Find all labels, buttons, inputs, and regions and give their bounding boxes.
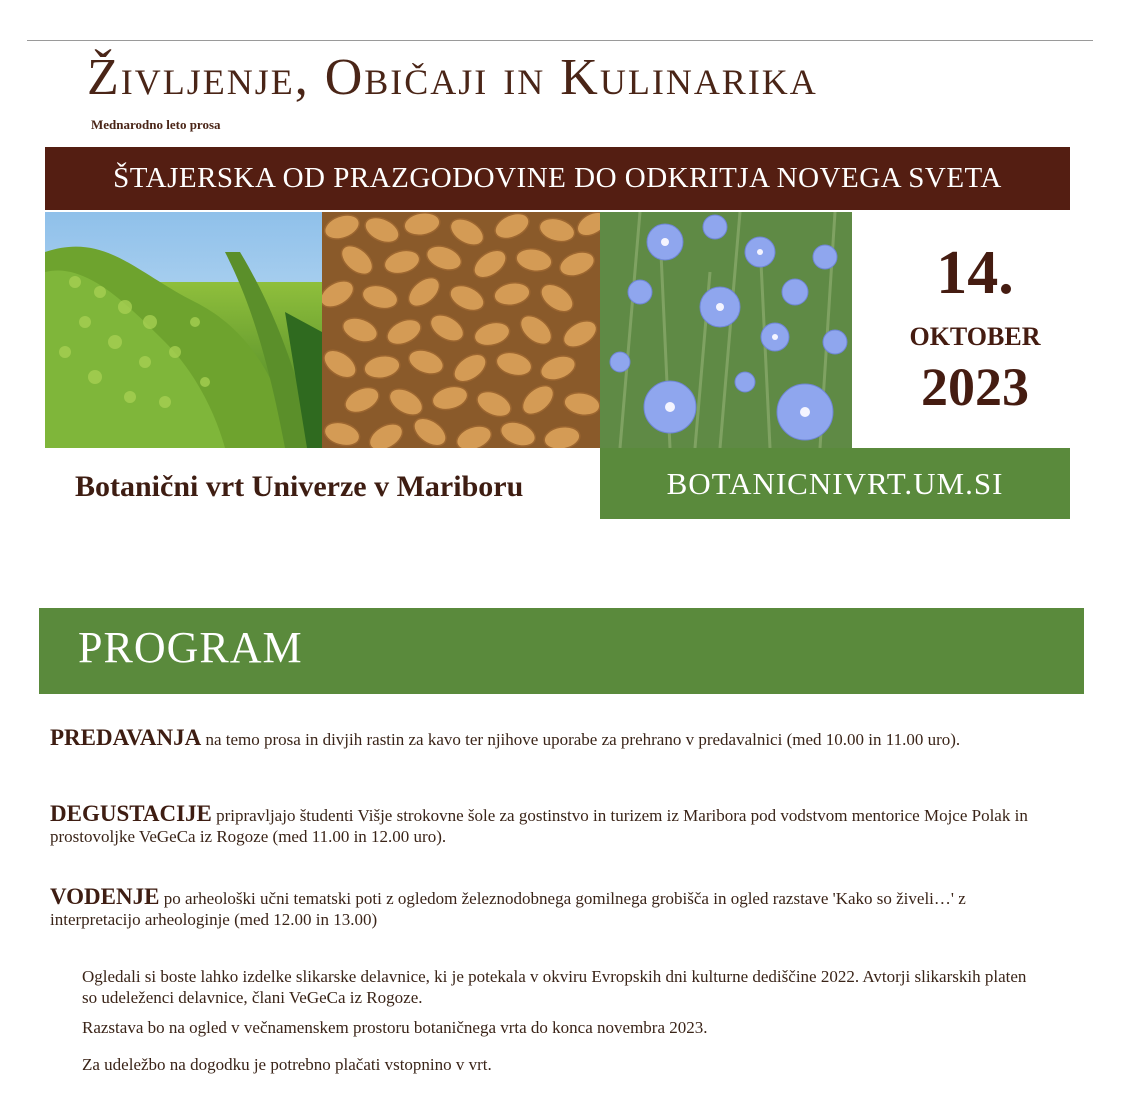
note-exhibition: Ogledali si boste lahko izdelke slikarske delavnice, ki je potekala v okviru Evropskih dni kulturne dediščine 2022. Avtorji slikarskih platen so udeleženci delavnice, člani VeGeCa iz Rogoze. [82, 967, 1027, 1007]
program-item-guided-tour [50, 886, 1050, 930]
event-month: OKTOBER [909, 322, 1041, 351]
millet-photo [45, 212, 322, 448]
event-day: 14. [936, 239, 1014, 307]
venue-name: Botanični vrt Univerze v Mariboru [75, 470, 524, 503]
program-item-tastings [50, 803, 1050, 847]
website-link[interactable] [600, 448, 1070, 519]
program-title: PROGRAM [78, 623, 303, 672]
chicory-flower-photo [600, 212, 852, 448]
theme-banner [45, 147, 1070, 210]
program-item-text: pripravljajo študenti Višje strokovne šole za gostinstvo in turizem iz Maribora pod vodstvom mentorice Mojce Polak in prostovoljke VeGeCa iz Rogoze (med 11.00 in 12.00 uro). [50, 806, 1028, 846]
program-item-lead: DEGUSTACIJE [50, 801, 212, 826]
website-link-text: BOTANICNIVRT.UM.SI [666, 465, 1004, 501]
program-item-text: po arheološki učni tematski poti z ogledom železnodobnega gomilnega grobišča in ogled razstave 'Kako so živeli…' z interpretacijo arheologinje (med 12.00 in 13.00) [50, 889, 966, 929]
event-year: 2023 [921, 357, 1029, 417]
theme-banner-text: ŠTAJERSKA OD PRAZGODOVINE DO ODKRITJA NOVEGA SVETA [113, 162, 1002, 194]
program-item-text: na temo prosa in divjih rastin za kavo ter njihove uporabe za prehrano v predavalnici (med 10.00 in 11.00 uro). [205, 730, 961, 749]
wheat-grain-photo [322, 212, 600, 448]
top-divider [27, 40, 1093, 41]
note-exhibition-duration: Razstava bo na ogled v večnamenskem prostoru botaničnega vrta do konca novembra 2023. [82, 1018, 708, 1037]
page-subtitle: Mednarodno leto prosa [91, 117, 221, 132]
note-entry-fee: Za udeležbo na dogodku je potrebno plačati vstopnino v vrt. [82, 1055, 492, 1074]
program-item-lectures [50, 727, 1050, 750]
program-item-lead: VODENJE [50, 884, 160, 909]
program-item-lead: PREDAVANJA [50, 725, 202, 750]
page-title: Življenje, Običaji in Kulinarika [87, 49, 818, 106]
